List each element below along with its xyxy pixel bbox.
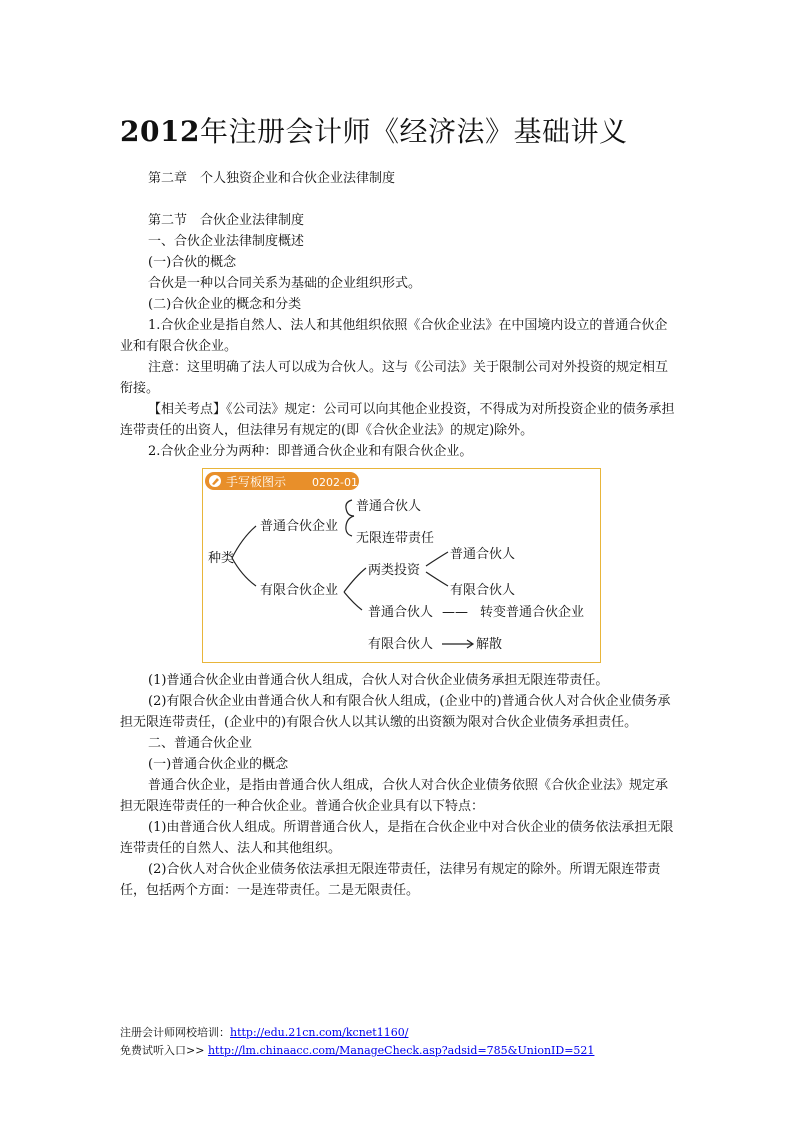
diagram-general-enterprise: 普通合伙企业 [260, 519, 339, 534]
paragraph: 普通合伙企业，是指由普通合伙人组成，合伙人对合伙企业债务依照《合伙企业法》规定承担无限连带责任的一种合伙企业。普通合伙企业具有以下特点： [120, 778, 669, 814]
subheading-general-concept: (一)普通合伙企业的概念 [148, 757, 289, 772]
title-text: 年注册会计师《经济法》基础讲义 [199, 115, 628, 148]
paragraph: 1.合伙企业是指自然人、法人和其他组织依照《合伙企业法》在中国境内设立的普通合伙企业和有限合伙企业。 [120, 318, 668, 354]
paragraph: 合伙是一种以合同关系为基础的企业组织形式。 [148, 276, 422, 291]
diagram-limited-enterprise: 有限合伙企业 [260, 583, 339, 598]
diagram-root: 种类 [208, 551, 235, 566]
diagram-general-partner: 普通合伙人 [356, 499, 422, 514]
footer-trial-label: 免费试听入口>> [120, 1044, 208, 1057]
section-heading: 第二节 合伙企业法律制度 [148, 213, 305, 228]
diagram-unlimited-liability: 无限连带责任 [356, 531, 435, 546]
subheading-partnership-concept: (一)合伙的概念 [148, 255, 237, 270]
diagram-row4-left: 有限合伙人 [368, 637, 434, 652]
classification-diagram [202, 468, 602, 664]
subheading-enterprise-concept: (二)合伙企业的概念和分类 [148, 297, 302, 312]
heading-overview: 一、合伙企业法律制度概述 [148, 234, 305, 249]
title-year: 2012 [120, 115, 200, 148]
diagram-limited-general-partner: 普通合伙人 [450, 547, 516, 562]
diagram-two-types: 两类投资 [368, 563, 421, 578]
paragraph: (1)普通合伙企业由普通合伙人组成，合伙人对合伙企业债务承担无限连带责任。 [148, 673, 609, 688]
diagram-row3-right: 转变普通合伙企业 [480, 605, 585, 620]
paragraph: (1)由普通合伙人组成。所谓普通合伙人，是指在合伙企业中对合伙企业的债务依法承担无限连带责任的自然人、法人和其他组织。 [120, 820, 674, 856]
document-body [120, 168, 678, 901]
document-title [120, 110, 627, 150]
chapter-heading: 第二章 个人独资企业和合伙企业法律制度 [148, 171, 396, 186]
footer-training-link[interactable]: http://edu.21cn.com/kcnet1160/ [230, 1026, 409, 1039]
paragraph: 【相关考点】《公司法》规定：公司可以向其他企业投资，不得成为对所投资企业的债务承担连带责任的出资人，但法律另有规定的(即《合伙企业法》的规定)除外。 [120, 402, 675, 438]
diagram-limited-partner: 有限合伙人 [450, 583, 516, 598]
diagram-header-code: 0202-01 [312, 476, 358, 489]
page-footer [120, 1024, 594, 1060]
footer-trial-link[interactable]: http://lm.chinaacc.com/ManageCheck.asp?adsid=785&UnionID=521 [207, 1044, 595, 1057]
paragraph: (2)合伙人对合伙企业债务依法承担无限连带责任，法律另有规定的除外。所谓无限连带责任，包括两个方面：一是连带责任。二是无限责任。 [120, 862, 661, 898]
paragraph: 注意：这里明确了法人可以成为合伙人。这与《公司法》关于限制公司对外投资的规定相互衔接。 [120, 360, 669, 396]
paragraph: (2)有限合伙企业由普通合伙人和有限合伙人组成，(企业中的)普通合伙人对合伙企业债务承担无限连带责任，(企业中的)有限合伙人以其认缴的出资额为限对合伙企业债务承担责任。 [120, 694, 671, 730]
diagram-row3-left: 普通合伙人 [368, 605, 434, 620]
diagram-row3-dash: —— [442, 605, 468, 620]
heading-general-partnership: 二、普通合伙企业 [148, 736, 253, 751]
paragraph: 2.合伙企业分为两种：即普通合伙企业和有限合伙企业。 [148, 444, 473, 459]
diagram-header-label: 手写板图示 [226, 475, 287, 489]
diagram-row4-right: 解散 [476, 637, 503, 652]
footer-training-label: 注册会计师网校培训： [120, 1026, 230, 1039]
